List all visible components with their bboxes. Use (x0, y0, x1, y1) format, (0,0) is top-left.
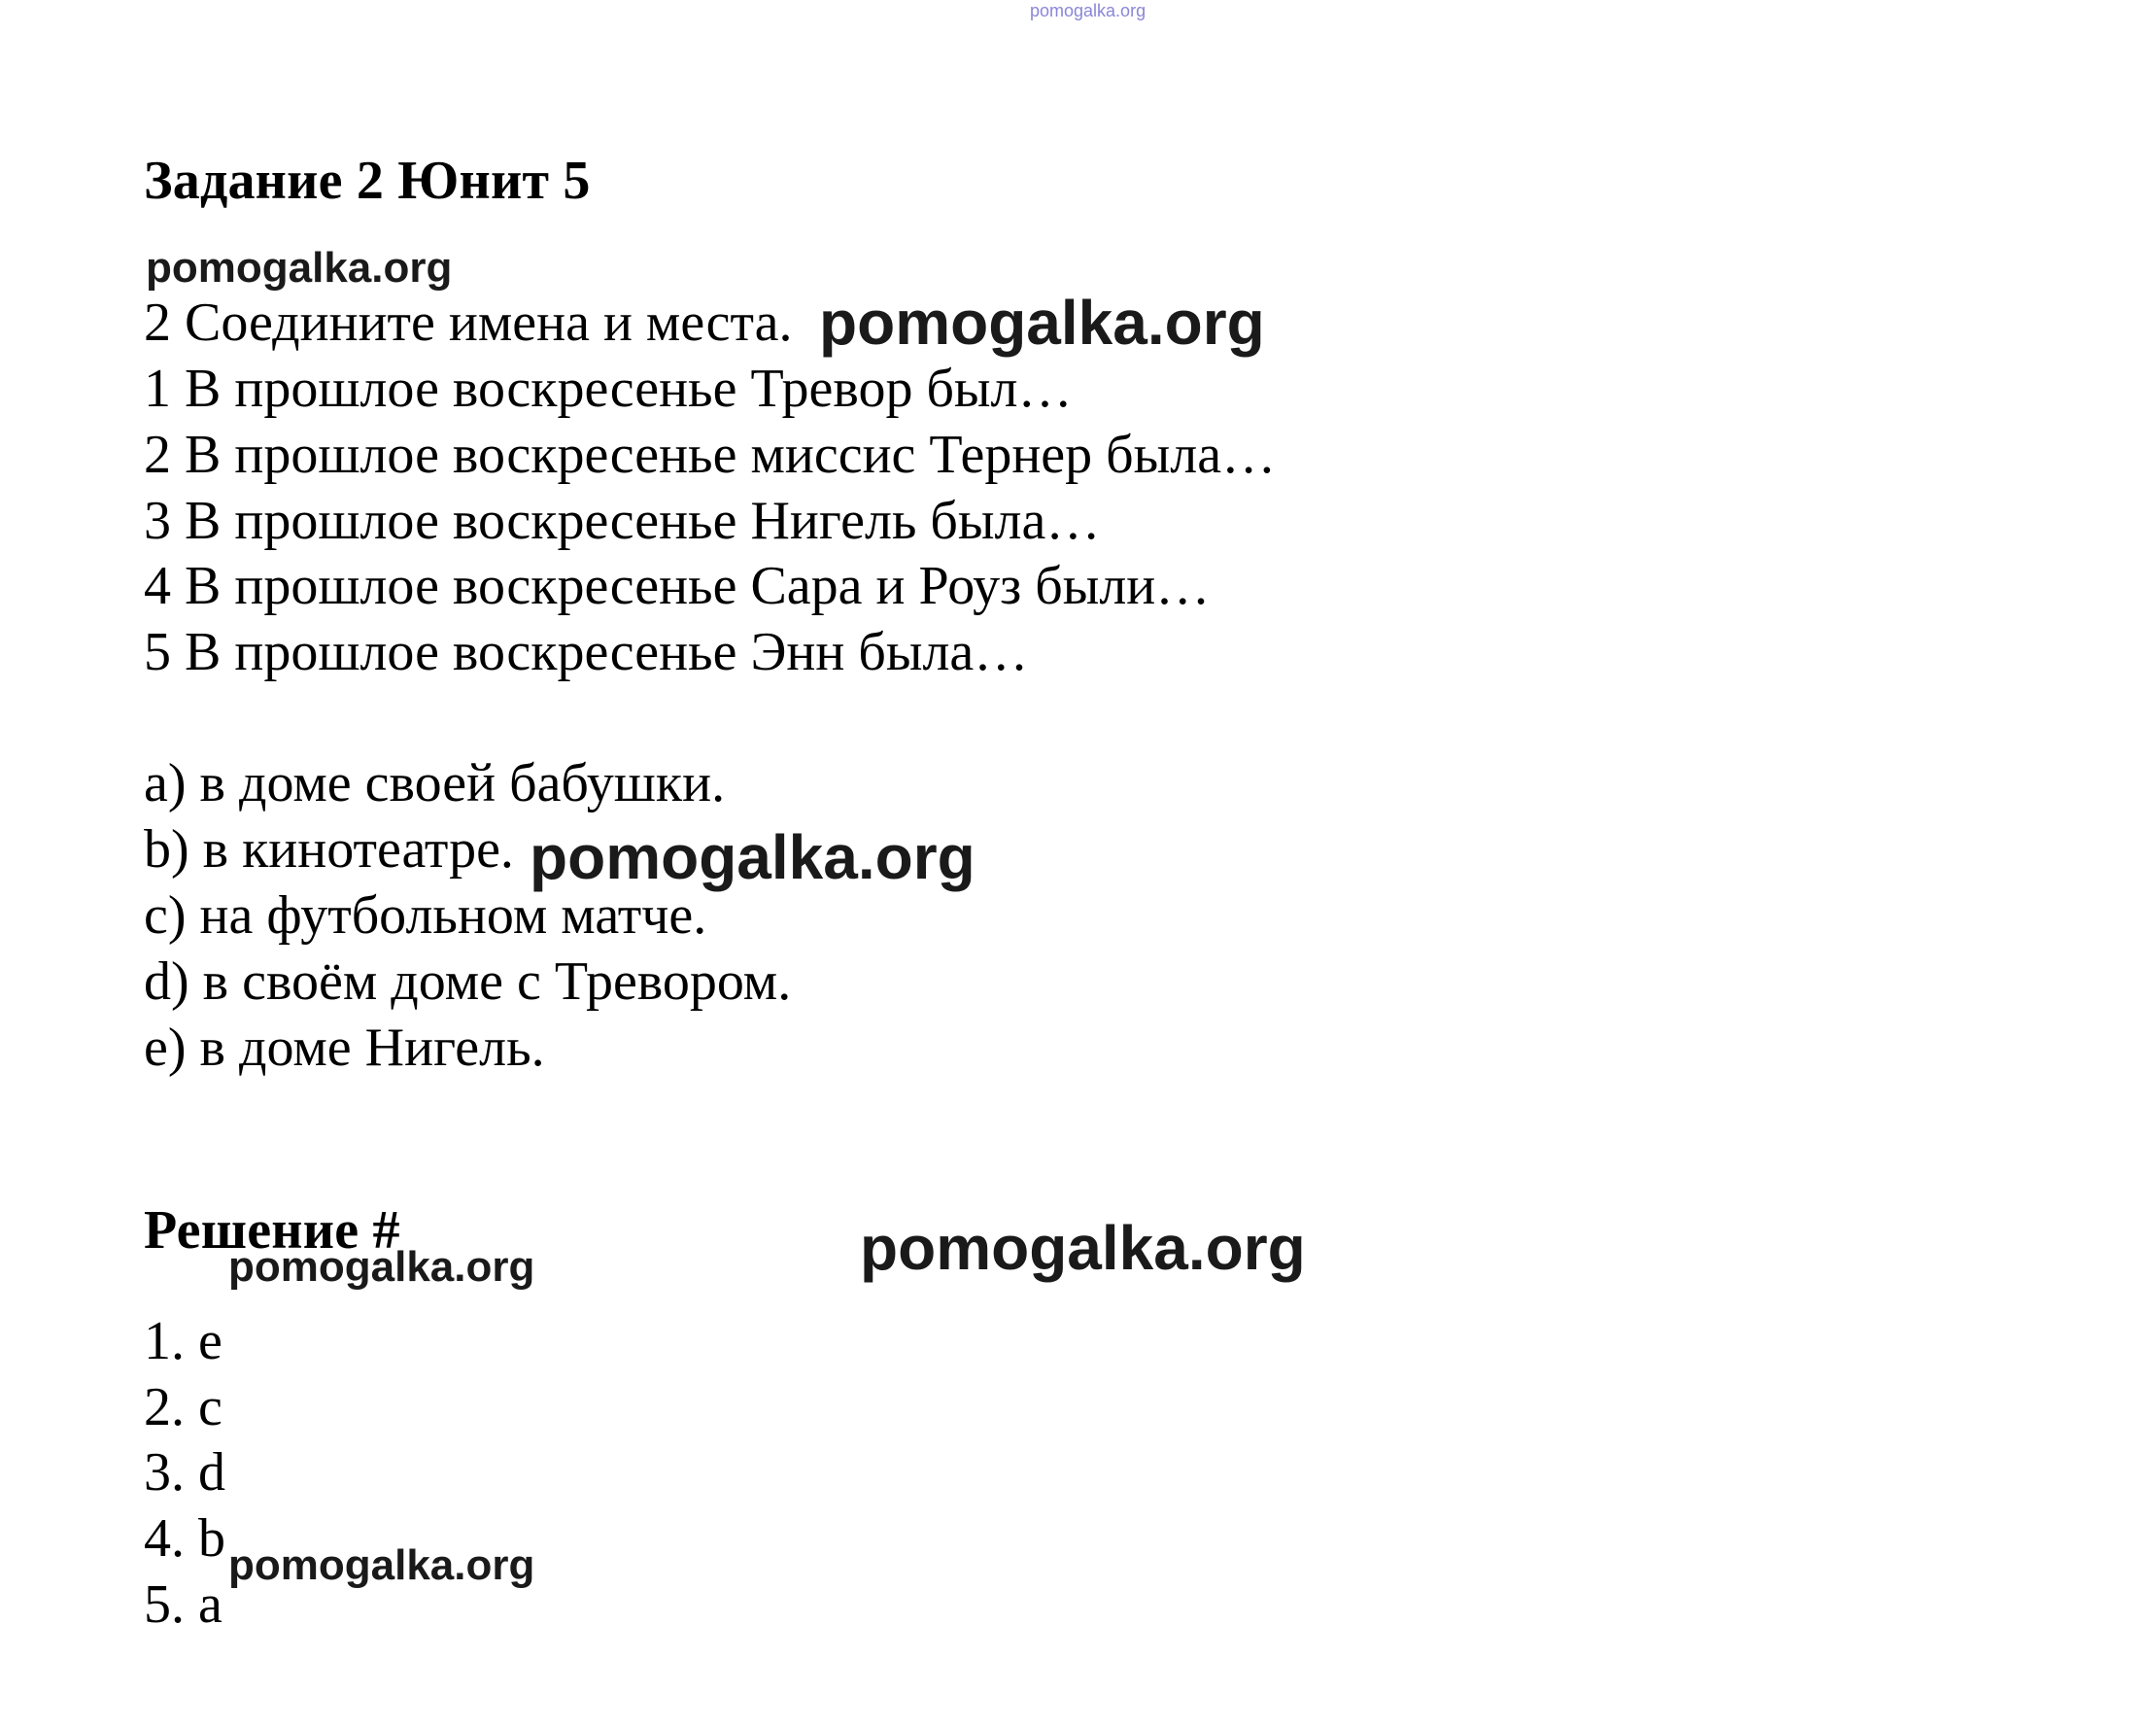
watermark-big: pomogalka.org (860, 1213, 1306, 1283)
place-item: e) в доме Нигель. (144, 1018, 545, 1078)
sentence-item: 5 В прошлое воскресенье Энн была… (144, 622, 1029, 682)
watermark-top: pomogalka.org (1030, 1, 1146, 20)
watermark-small: pomogalka.org (228, 1541, 535, 1589)
answer-item: 3. d (144, 1442, 225, 1503)
place-item: c) на футбольном матче. (144, 885, 707, 946)
answer-item: 5. a (144, 1574, 222, 1635)
place-item: b) в кинотеатре. (144, 819, 514, 880)
watermark-small: pomogalka.org (228, 1243, 535, 1291)
answer-item: 4. b (144, 1508, 225, 1569)
place-item: a) в доме своей бабушки. (144, 753, 726, 813)
sentence-item: 2 В прошлое воскресенье миссис Тернер была… (144, 425, 1277, 485)
task-title: Задание 2 Юнит 5 (144, 151, 591, 211)
solution-title: Решение # (144, 1200, 400, 1261)
watermark-big: pomogalka.org (819, 288, 1265, 358)
sentence-item: 3 В прошлое воскресенье Нигель была… (144, 491, 1101, 551)
task-instruction: 2 Соедините имена и места. (144, 293, 793, 353)
sentence-item: 1 В прошлое воскресенье Тревор был… (144, 359, 1073, 419)
watermark-big: pomogalka.org (530, 822, 975, 892)
sentence-item: 4 В прошлое воскресенье Сара и Роуз были… (144, 556, 1211, 616)
answer-item: 1. e (144, 1311, 222, 1371)
answer-item: 2. c (144, 1377, 222, 1437)
watermark-small: pomogalka.org (146, 244, 453, 292)
place-item: d) в своём доме с Тревором. (144, 951, 792, 1012)
